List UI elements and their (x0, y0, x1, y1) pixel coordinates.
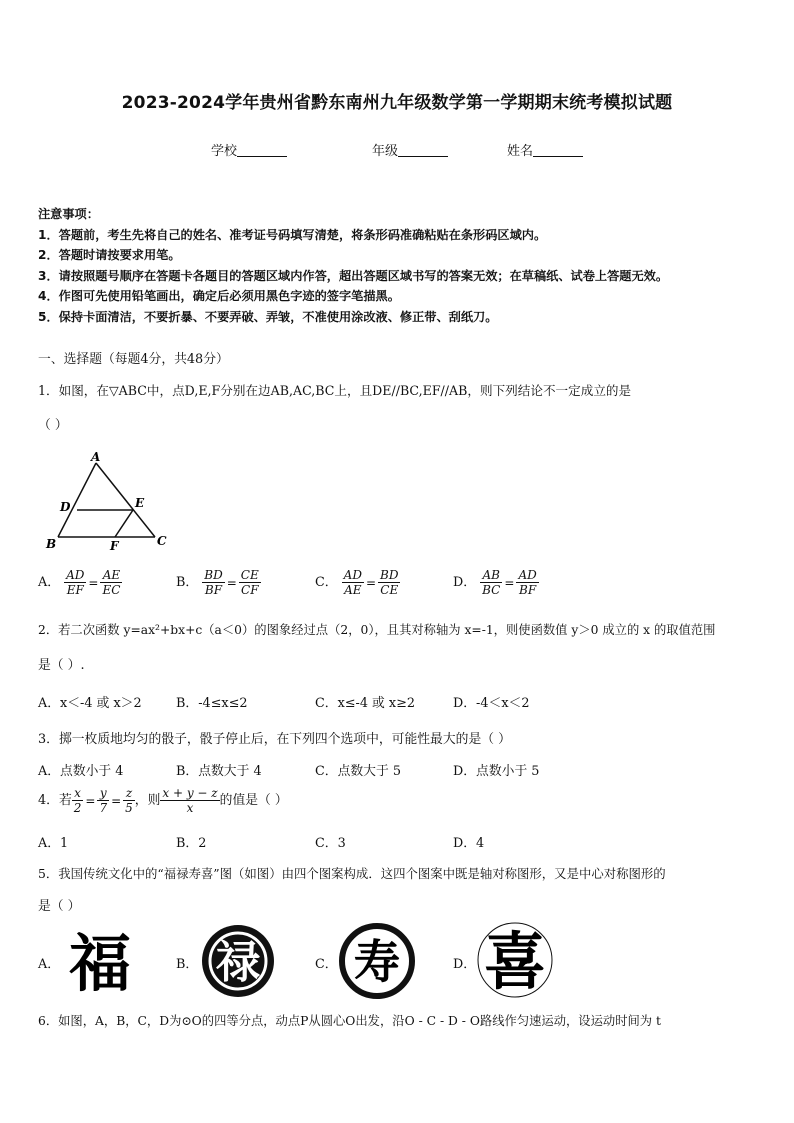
notes-heading: 注意事项： (38, 207, 99, 221)
q3-option-c[interactable]: C．点数大于 5 (315, 764, 401, 779)
q3-option-b[interactable]: B．点数大于 4 (176, 764, 262, 779)
grade-label: 年级 (372, 144, 399, 159)
q2-text-cont: 是（ ）. (38, 658, 85, 673)
q4-fraction: $\frac{y}{7}$ (99, 786, 108, 815)
name-blank[interactable] (533, 144, 583, 157)
name-field[interactable] (507, 140, 583, 159)
school-field[interactable] (211, 140, 287, 159)
note-item: 4．作图可先使用铅笔画出，确定后必须用黑色字迹的签字笔描黑。 (38, 289, 400, 304)
grade-field[interactable] (372, 140, 448, 159)
q5-text-cont: 是（ ） (38, 899, 81, 914)
glyph-lu: 禄 (216, 937, 260, 988)
q3-option-d[interactable]: D．点数小于 5 (453, 764, 540, 779)
q4-expression: $\frac{x + y - z}{x}$ (162, 786, 218, 815)
glyph-shou: 寿 (354, 935, 400, 989)
q4-option-c[interactable]: C．3 (315, 836, 346, 851)
note-item: 5．保持卡面清洁，不要折暴、不要弄破、弄皱，不准使用涂改液、修正带、刮纸刀。 (38, 309, 498, 324)
q4-fraction: $\frac{x}{2}$ (73, 786, 82, 815)
label-e: E (135, 496, 145, 510)
glyph-fu: 福 (68, 927, 132, 999)
note-item: 3．请按照题号顺序在答题卡各题目的答题区域内作答，超出答题区域书写的答案无效；在草稿纸、试卷上答题无效。 (38, 268, 669, 283)
page-title: 2023-2024学年贵州省黔东南州九年级数学第一学期期末统考模拟试题 (121, 93, 673, 113)
q2-option-a[interactable]: A．x＜-4 或 x＞2 (38, 696, 142, 711)
q4-text: 4．若 $\frac{x}{2}$ = $\frac{y}{7}$ = $\frac{z}{5}$ ，则 $\frac{x + y - z}{x}$ 的值是（ ） (38, 786, 288, 815)
q2-text: 2．若二次函数 y=ax²+bx+c（a＜0）的图象经过点（2，0），且其对称轴为 x=-1，则使函数值 y＞0 成立的 x 的取值范围 (38, 623, 716, 637)
q6-text: 6．如图，A，B，C，D为⊙O的四等分点，动点P从圆心O出发，沿O - C - D - O路线作匀速运动，设运动时间为 t (38, 1014, 661, 1028)
q5-option-c-letter[interactable]: C． (315, 957, 338, 972)
q1-text: 1．如图，在▽ABC中，点D,E,F分别在边AB,AC,BC上，且DE//BC,EF//AB，则下列结论不一定成立的是 (38, 383, 632, 398)
q4-option-a[interactable]: A．1 (38, 836, 69, 851)
q1-option-d[interactable]: D． $\frac{AB}{BC}$ = $\frac{AD}{BF}$ (453, 568, 537, 597)
notes-section (38, 204, 668, 328)
name-label: 姓名 (507, 144, 534, 159)
q4-option-b[interactable]: B．2 (176, 836, 207, 851)
q3-option-a[interactable]: A．点数小于 4 (38, 764, 124, 779)
label-c: C (157, 534, 167, 548)
section-heading: 一、选择题（每题4分，共48分） (38, 352, 229, 367)
grade-blank[interactable] (398, 144, 448, 157)
q3-text: 3．掷一枚质地均匀的骰子，骰子停止后，在下列四个选项中，可能性最大的是（ ） (38, 732, 511, 747)
segment-ef (115, 510, 133, 537)
label-f: F (110, 539, 119, 553)
note-item: 2．答题时请按要求用笔。 (38, 248, 181, 263)
q5-option-d-letter[interactable]: D． (453, 957, 477, 972)
label-a: A (91, 450, 101, 464)
student-info (0, 140, 794, 160)
xi-pattern-figure[interactable] (477, 921, 553, 999)
school-label: 学校 (211, 144, 238, 159)
fu-pattern-figure[interactable] (62, 923, 138, 999)
school-blank[interactable] (237, 144, 287, 157)
glyph-xi: 喜 (483, 925, 547, 998)
note-item: 1．答题前，考生先将自己的姓名、准考证号码填写清楚，将条形码准确粘贴在条形码区域内。 (38, 227, 547, 242)
side-ac (96, 463, 155, 537)
q1-option-c[interactable]: C． $\frac{AD}{AE}$ = $\frac{BD}{CE}$ (315, 568, 399, 597)
lu-pattern-figure[interactable] (200, 923, 276, 999)
q2-option-b[interactable]: B．-4≤x≤2 (176, 696, 248, 711)
q5-option-b-letter[interactable]: B． (176, 957, 199, 972)
q1-triangle-figure (40, 450, 180, 555)
q1-answer-paren: （ ） (38, 418, 68, 433)
q1-option-b[interactable]: B． $\frac{BD}{BF}$ = $\frac{CE}{CF}$ (176, 568, 259, 597)
shou-pattern-figure[interactable] (339, 923, 415, 999)
q5-option-a-letter[interactable]: A． (38, 957, 61, 972)
q5-text: 5．我国传统文化中的“福禄寿喜”图（如图）由四个图案构成．这四个图案中既是轴对称图形，又是中心对称图形的 (38, 866, 666, 881)
label-d: D (60, 500, 71, 514)
q2-option-c[interactable]: C．x≤-4 或 x≥2 (315, 696, 416, 711)
q4-option-d[interactable]: D．4 (453, 836, 485, 851)
label-b: B (46, 537, 57, 551)
q1-option-a[interactable]: A． $\frac{AD}{EF}$ = $\frac{AE}{EC}$ (38, 568, 121, 597)
q4-fraction: $\frac{z}{5}$ (125, 786, 133, 815)
q2-option-d[interactable]: D．-4＜x＜2 (453, 696, 530, 711)
